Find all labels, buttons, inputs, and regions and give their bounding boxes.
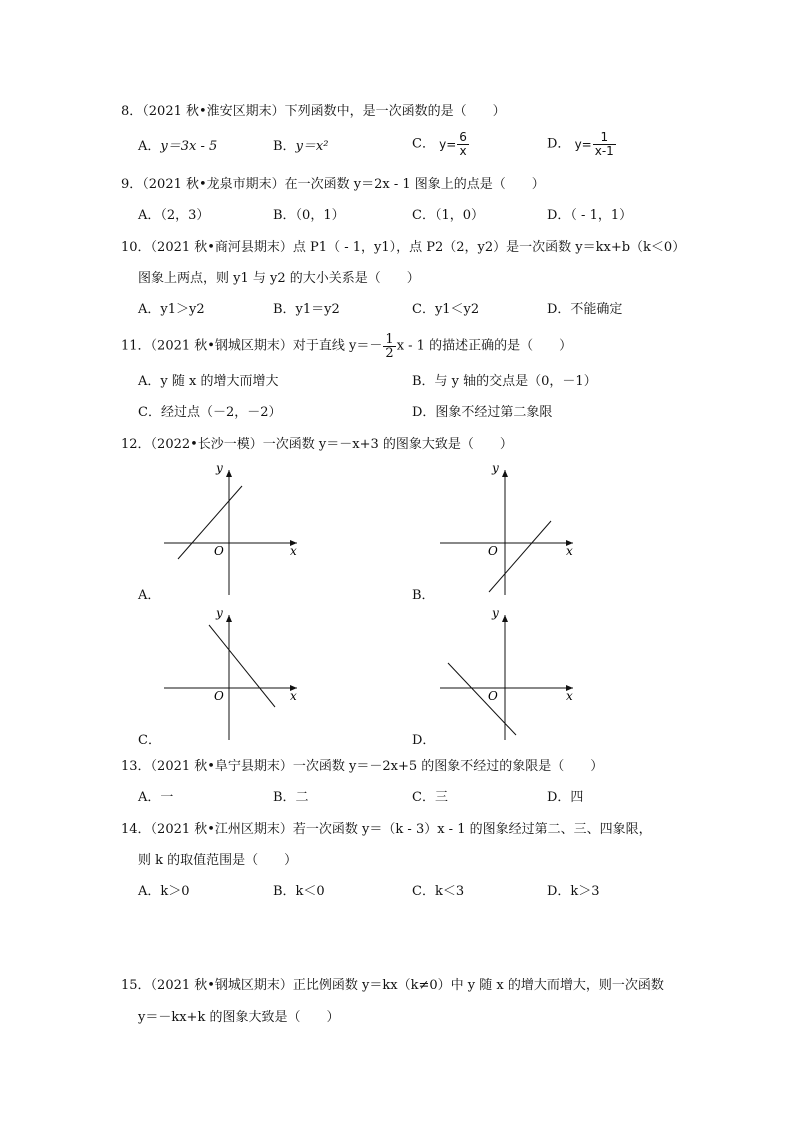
q8-option-c[interactable] — [412, 131, 470, 158]
q11-option-b[interactable]: B．与 y 轴的交点是（0，－1） — [412, 374, 597, 389]
q9-option-b[interactable]: B．（0，1） — [273, 208, 345, 223]
q12-graph-a-function-line — [178, 486, 242, 559]
q11-stem — [121, 333, 572, 360]
q11-fraction-numerator: 1 — [385, 332, 394, 347]
q12-graph-c-x-label: x — [290, 689, 297, 703]
q12-graph-c-y-arrow — [226, 615, 232, 622]
q12-graph-a-y-label: y — [216, 461, 223, 475]
q11-option-a[interactable]: A．y 随 x 的增大而增大 — [138, 374, 279, 389]
q8-option-d-fraction — [593, 131, 616, 158]
q8-option-a[interactable] — [138, 139, 217, 155]
q8-option-b-letter: B． — [273, 139, 296, 154]
q12-option-c[interactable]: C． — [138, 733, 161, 748]
q12-stem: 12．（2022•长沙一模）一次函数 y＝－x+3 的图象大致是（ ） — [121, 437, 513, 452]
q8-option-d-numerator: 1 — [593, 131, 616, 145]
q12-graph-b-x-label: x — [566, 544, 573, 558]
q12-graph-b-y-arrow — [502, 470, 508, 477]
q12-graph-d-origin-label: O — [488, 689, 498, 703]
q14-option-d[interactable]: D．k＞3 — [547, 884, 600, 899]
q11-fraction — [383, 333, 395, 360]
q14-stem-line2: 则 k 的取值范围是（ ） — [138, 853, 298, 868]
q12-graph-d — [436, 603, 586, 743]
q13-stem: 13．（2021 秋•阜宁县期末）一次函数 y＝－2x+5 的图象不经过的象限是（ ） — [121, 759, 604, 774]
q10-option-a[interactable]: A．y1＞y2 — [138, 302, 205, 317]
q11-option-d[interactable]: D．图象不经过第二象限 — [412, 405, 553, 420]
q8-option-c-denominator: x — [459, 144, 467, 158]
q14-option-a[interactable]: A．k＞0 — [138, 884, 190, 899]
q10-stem-line2: 图象上两点，则 y1 与 y2 的大小关系是（ ） — [138, 271, 420, 286]
q8-option-d-letter: D． — [547, 136, 571, 152]
q12-option-a[interactable]: A． — [138, 588, 161, 603]
q12-graph-a-y-arrow — [226, 470, 232, 477]
q8-option-c-numerator: 6 — [459, 130, 467, 144]
q12-graph-b-y-label: y — [492, 461, 499, 475]
q12-graph-a-origin-label: O — [214, 544, 224, 558]
q12-graph-b-function-line — [489, 521, 551, 592]
q8-option-b-expr: y＝x² — [295, 139, 329, 154]
q8-option-c-letter: C． — [412, 136, 435, 152]
q13-option-a[interactable]: A．一 — [138, 790, 174, 805]
q12-graph-d-y-label: y — [492, 606, 499, 620]
q15-stem-line2: y＝－kx+k 的图象大致是（ ） — [138, 1010, 340, 1025]
q12-graph-a-x-label: x — [290, 544, 297, 558]
q8-option-b[interactable] — [273, 139, 328, 155]
q12-graph-c-origin-label: O — [214, 689, 224, 703]
q8-option-c-prefix: y= — [439, 137, 457, 152]
q13-option-d[interactable]: D．四 — [547, 790, 584, 805]
q12-graph-d-function-line — [448, 663, 516, 735]
q12-option-b[interactable]: B． — [412, 588, 435, 603]
q8-option-a-expr: y＝3x - 5 — [160, 139, 218, 154]
q8-option-d[interactable] — [547, 131, 617, 158]
q8-option-d-prefix: y= — [574, 137, 592, 152]
q10-stem-line1: 10．（2021 秋•商河县期末）点 P1（ - 1，y1），点 P2（2，y2）是一次函数 y＝kx+b（k＜0） — [121, 240, 686, 255]
q10-option-c[interactable]: C．y1＜y2 — [412, 302, 480, 317]
q10-option-b[interactable]: B．y1＝y2 — [273, 302, 340, 317]
q12-graph-d-x-label: x — [566, 689, 573, 703]
q8-option-d-denominator: x-1 — [594, 144, 614, 158]
q11-stem-post: x - 1 的描述正确的是（ ） — [396, 338, 573, 354]
q12-graph-b-origin-label: O — [488, 544, 498, 558]
q14-option-c[interactable]: C．k＜3 — [412, 884, 465, 899]
q14-option-b[interactable]: B．k＜0 — [273, 884, 325, 899]
q11-fraction-denominator: 2 — [385, 346, 394, 361]
q9-stem: 9．（2021 秋•龙泉市期末）在一次函数 y＝2x - 1 图象上的点是（ ） — [121, 177, 545, 192]
q10-option-d[interactable]: D．不能确定 — [547, 302, 623, 317]
q13-option-b[interactable]: B．二 — [273, 790, 309, 805]
q12-graph-a — [160, 458, 310, 598]
q11-stem-pre: 11．（2021 秋•钢城区期末）对于直线 y＝－ — [121, 338, 383, 354]
q12-graph-c-y-label: y — [216, 606, 223, 620]
q13-option-c[interactable]: C．三 — [412, 790, 448, 805]
q12-graph-c — [160, 603, 310, 743]
q12-graph-d-y-arrow — [502, 615, 508, 622]
q9-option-a[interactable]: A．（2，3） — [138, 208, 210, 223]
q8-stem: 8．（2021 秋•淮安区期末）下列函数中，是一次函数的是（ ） — [121, 104, 506, 119]
q15-stem-line1: 15．（2021 秋•钢城区期末）正比例函数 y＝kx（k≠0）中 y 随 x 的增大而增大，则一次函数 — [121, 978, 664, 993]
q12-option-d[interactable]: D． — [412, 733, 436, 748]
q8-option-c-fraction — [457, 131, 469, 158]
q9-option-d[interactable]: D．（ - 1，1） — [547, 208, 633, 223]
q8-option-a-letter: A． — [138, 139, 161, 154]
q12-graph-b — [436, 458, 586, 598]
q11-option-c[interactable]: C．经过点（－2，－2） — [138, 405, 282, 420]
q9-option-c[interactable]: C．（1，0） — [412, 208, 484, 223]
q14-stem-line1: 14．（2021 秋•江州区期末）若一次函数 y＝（k - 3）x - 1 的图象经过第二、三、四象限， — [121, 822, 652, 837]
